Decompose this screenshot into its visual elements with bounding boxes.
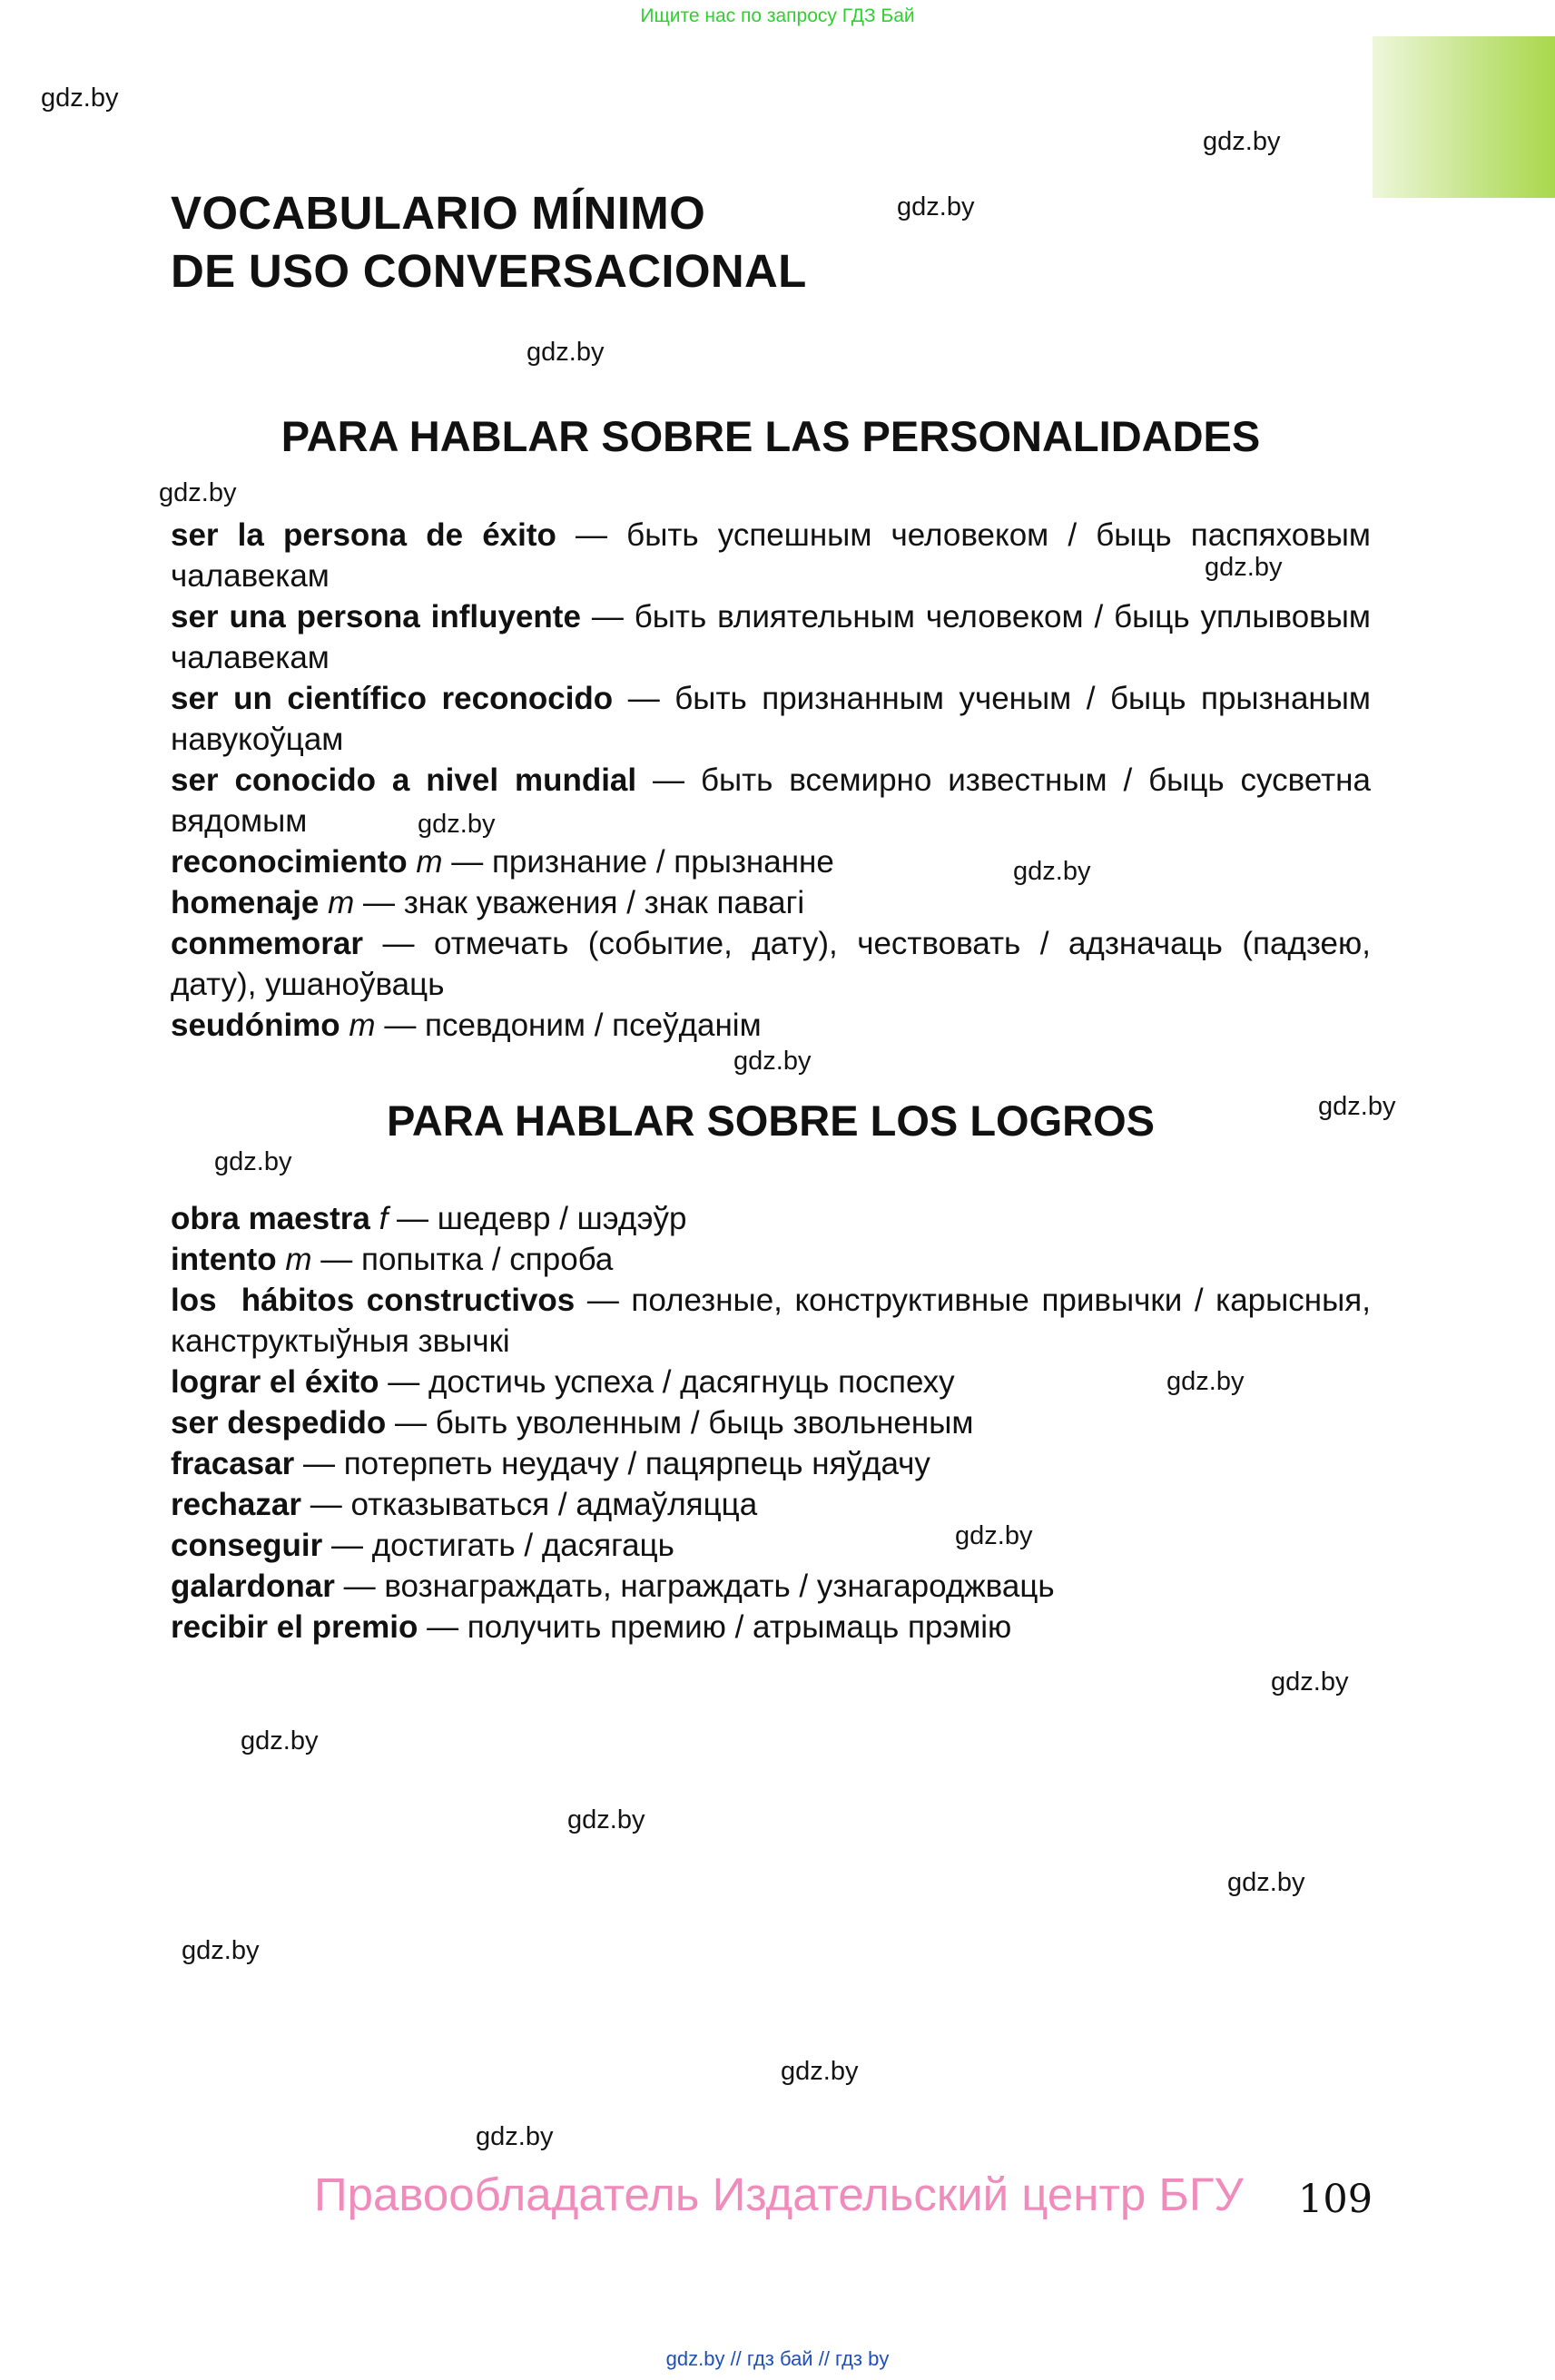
vocab-term: ser un científico reconocido [171,681,614,716]
dash: — [384,1008,417,1043]
vocab-entry [171,1566,1371,1607]
top-banner: Ищите нас по запросу ГДЗ Бай [640,5,915,26]
watermark: gdz.by [159,478,237,507]
watermark: gdz.by [1166,1367,1245,1396]
vocab-term: conseguir [171,1528,323,1563]
watermark: gdz.by [1271,1667,1349,1696]
vocab-entry [171,1484,1371,1525]
dash: — [382,926,415,961]
watermark: gdz.by [897,192,975,221]
dash: — [320,1242,353,1277]
vocab-entry [171,515,1371,596]
vocabulary-list-logros [171,1198,1371,1647]
vocab-entry [171,596,1371,678]
watermark: gdz.by [527,338,605,367]
grammatical-gender: m [328,885,355,920]
section-heading-personalidades: PARA HABLAR SOBRE LAS PERSONALIDADES [280,412,1261,460]
watermark: gdz.by [182,1936,260,1965]
dash: — [653,762,685,798]
watermark: gdz.by [567,1805,645,1834]
copyright-footer: Правообладатель Издательский центр БГУ [314,2169,1244,2220]
page-title [171,184,807,300]
page-title-line-1: VOCABULARIO MÍNIMO [171,187,706,239]
watermark: gdz.by [41,84,119,113]
grammatical-gender: m [416,844,443,880]
vocab-term: galardonar [171,1569,335,1604]
watermark: gdz.by [214,1147,292,1176]
vocab-translation: псевдоним / псеўданім [425,1008,762,1043]
vocab-entry [171,1362,1371,1402]
dash: — [397,1201,429,1236]
vocab-term: homenaje [171,885,320,920]
grammatical-gender: m [285,1242,312,1277]
vocab-term: lograr el éxito [171,1364,379,1400]
vocab-term: recibir el premio [171,1609,418,1645]
watermark: gdz.by [1013,857,1091,886]
vocab-translation: отмечать (событие, дату), чествовать / адзначаць (падзею, дату), ушаноўваць [171,926,1371,1002]
vocab-translation: потерпеть неудачу / пацярпець няўдачу [343,1446,930,1481]
vocab-translation: достичь успеха / дасягнуць поспеху [428,1364,955,1400]
page-corner-tab [1373,36,1555,198]
vocab-entry [171,1443,1371,1484]
dash: — [576,517,608,553]
vocab-term: ser una persona influyente [171,599,581,634]
vocab-translation: признание / прызнанне [491,844,834,880]
vocab-term: rechazar [171,1487,301,1522]
vocab-entry [171,1525,1371,1566]
watermark: gdz.by [1203,127,1281,156]
watermark: gdz.by [418,810,496,839]
dash: — [451,844,484,880]
vocab-translation: быть признанным ученым / быць прызнаным навукоўцам [171,681,1371,757]
section-heading-logros: PARA HABLAR SOBRE LOS LOGROS [386,1097,1156,1145]
dash: — [302,1446,335,1481]
vocab-term: ser conocido a nivel mundial [171,762,637,798]
vocab-translation: быть влиятельным человеком / быць уплывовым чалавекам [171,599,1371,675]
vocab-translation: попытка / спроба [361,1242,614,1277]
vocab-entry [171,1239,1371,1280]
vocab-translation: получить премию / атрымаць прэмію [467,1609,1012,1645]
page-number: 109 [1298,2177,1373,2222]
watermark: gdz.by [241,1726,319,1755]
page-title-line-2: DE USO CONVERSACIONAL [171,245,807,297]
vocab-translation: вознаграждать, награждать / узнагароджваць [384,1569,1055,1604]
bottom-links[interactable]: gdz.by // гдз бай // гдз by [665,2347,890,2370]
dash: — [627,681,660,716]
vocab-entry [171,1280,1371,1362]
dash: — [331,1528,363,1563]
vocab-entry [171,678,1371,760]
grammatical-gender: f [379,1201,389,1236]
watermark: gdz.by [733,1047,812,1076]
vocab-term: conmemorar [171,926,364,961]
dash: — [388,1364,420,1400]
watermark: gdz.by [1318,1092,1396,1121]
watermark: gdz.by [781,2057,859,2086]
vocab-term: ser despedido [171,1405,387,1441]
vocab-translation: быть уволенным / быць звольненым [435,1405,974,1441]
watermark: gdz.by [476,2122,554,2151]
vocab-translation: достигать / дасягаць [371,1528,674,1563]
vocabulary-list-personalidades [171,515,1371,1046]
vocab-entry [171,882,1371,923]
vocab-translation: шедевр / шэдэўр [437,1201,687,1236]
vocab-entry [171,1402,1371,1443]
vocab-term: reconocimiento [171,844,408,880]
watermark: gdz.by [1227,1868,1305,1897]
vocab-translation: полезные, конструктивные привычки / карысныя, канструктыўныя звычкі [171,1283,1371,1359]
dash: — [591,599,624,634]
dash: — [586,1283,619,1318]
vocab-term: ser la persona de éxito [171,517,556,553]
vocab-entry [171,1198,1371,1239]
watermark: gdz.by [955,1521,1033,1550]
vocab-translation: быть всемирно известным / быць сусветна вядомым [171,762,1371,839]
vocab-term: intento [171,1242,277,1277]
vocab-entry [171,760,1371,841]
dash: — [363,885,396,920]
vocab-term: fracasar [171,1446,295,1481]
vocab-translation: отказываться / адмаўляцца [350,1487,758,1522]
vocab-entry [171,1607,1371,1647]
watermark: gdz.by [1205,553,1283,582]
vocab-term: obra maestra [171,1201,370,1236]
vocab-translation: знак уважения / знак павагі [403,885,805,920]
vocab-entry [171,923,1371,1005]
dash: — [395,1405,428,1441]
grammatical-gender: m [349,1008,376,1043]
dash: — [343,1569,376,1604]
dash: — [427,1609,459,1645]
vocab-term: los hábitos constructivos [171,1283,576,1318]
vocab-term: seudónimo [171,1008,340,1043]
vocab-entry [171,1005,1371,1046]
dash: — [310,1487,342,1522]
vocab-entry [171,841,1371,882]
vocab-translation: быть успешным человеком / быць паспяховым чалавекам [171,517,1371,594]
